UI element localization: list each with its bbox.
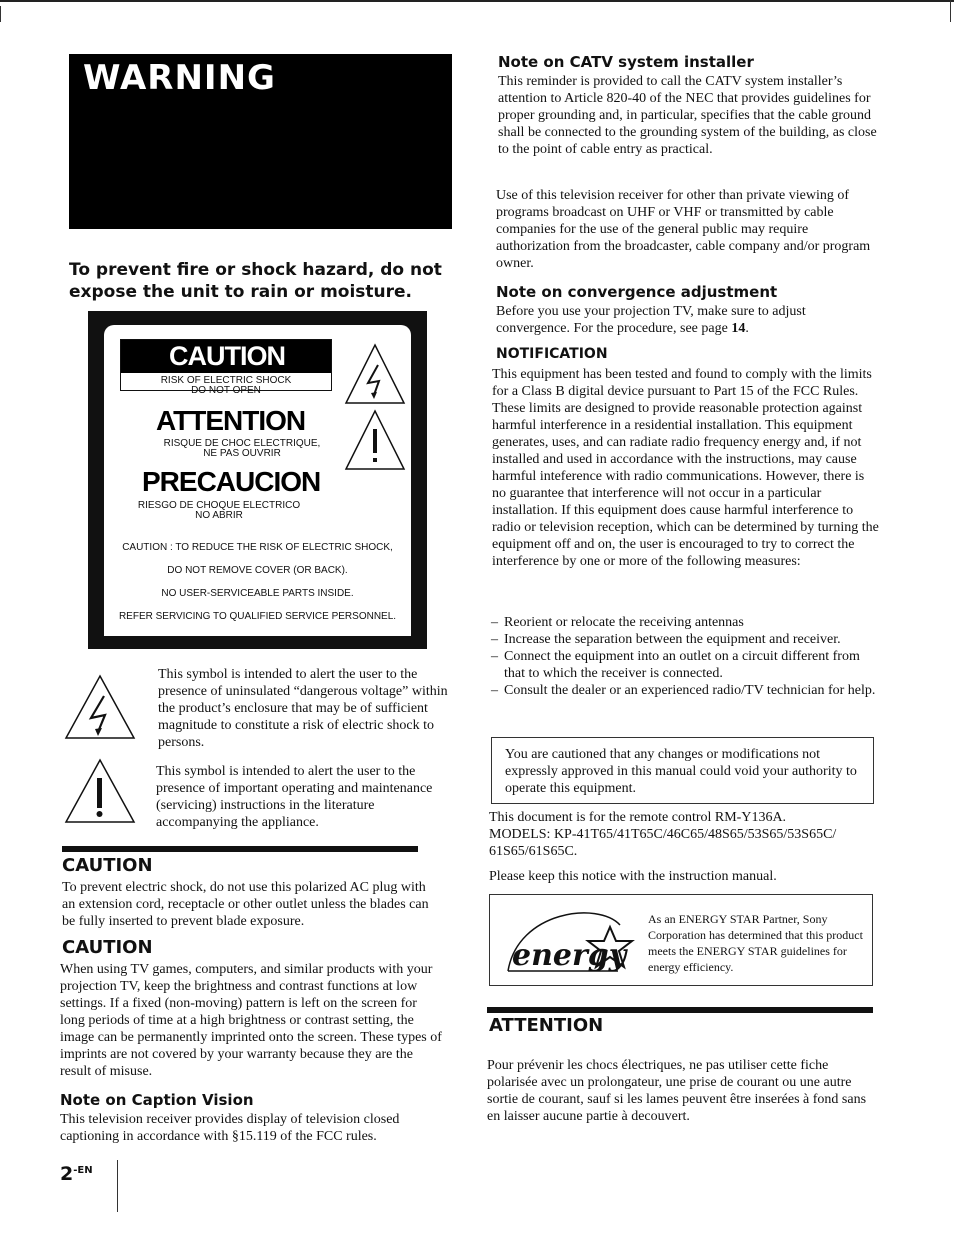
- caution2-text: When using TV games, computers, and similar products with your projection TV, keep the brightness and contrast functions at low settings. If a fixed (non-moving) pattern is left on the screen for long periods of time at a high brightness or contrast setting, the image can be permanently imprinted onto the screen. These types of imprints are not covered by your warranty because they are the result of misuse.: [60, 962, 442, 1079]
- attention-sub1: RISQUE DE CHOC ELECTRIQUE,: [163, 438, 321, 449]
- attention-fr-text: Pour prévenir les chocs électriques, ne pas utiliser cette fiche polarisée avec un prolongateur, une prise de courant ou une autre sortie de courant, sauf si les lames peuvent être inserées à fond sans en laisser aucune partie à decouvert.: [487, 1058, 867, 1124]
- attention-sub2: NE PAS OUVRIR: [203, 448, 281, 459]
- convergence-text-end: .: [745, 321, 749, 336]
- energy-star-text: As an ENERGY STAR Partner, Sony Corporation has determined that this product meets the ENERGY STAR guidelines for energy efficiency.: [648, 912, 863, 974]
- page-number-suffix: -EN: [73, 1165, 93, 1176]
- list-item: – Connect the equipment into an outlet on a circuit different from that to which the receiver is connected.: [491, 648, 876, 682]
- margin-mark: [0, 6, 1, 22]
- exclamation-triangle-icon: [344, 409, 406, 471]
- caution-label-word: CAUTION: [169, 341, 285, 371]
- exclamation-symbol-icon: [64, 758, 136, 824]
- caption-vision-text: This television receiver provides display of television closed captioning in accordance with §15.119 of the FCC rules.: [60, 1112, 400, 1144]
- list-item: – Consult the dealer or an experienced radio/TV technician for help.: [491, 682, 876, 699]
- notification-heading: NOTIFICATION: [496, 346, 608, 362]
- precaucion-sub1: RIESGO DE CHOQUE ELECTRICO: [137, 500, 301, 511]
- caption-vision-heading: Note on Caption Vision: [60, 1091, 254, 1109]
- remote-control-text: This document is for the remote control RM-Y136A.: [489, 810, 787, 825]
- caution-instruction-4: REFER SERVICING TO QUALIFIED SERVICE PERSONNEL.: [118, 611, 397, 622]
- precaucion-label-word: PRECAUCION: [142, 466, 321, 497]
- page-number-rule: [117, 1160, 118, 1212]
- exclamation-symbol-text: This symbol is intended to alert the user to the presence of important operating and maintenance (servicing) instructions in the literature accompanying the appliance.: [156, 764, 433, 830]
- notification-text: This equipment has been tested and found to comply with the limits for a Class B digital device pursuant to Part 15 of the FCC Rules. These limits are designed to provide reasonable protection against harmful interference in a residential installation. This equipment generates, uses, and can radiate radio frequency energy and, if not installed and used in accordance with the instructions, may cause harmful inteference with radio communications. However, there is no guarantee that interference will not occur in a particular installation. If this equipment does cause harmful interference to radio or television reception, which can be determined by turning the equipment off and on, the user is encouraged to try to correct the interference by one or more of the following measures:: [492, 367, 879, 569]
- section-rule-attention: [487, 1007, 873, 1013]
- warning-title: WARNING: [83, 58, 276, 98]
- modifications-notice-box: [491, 737, 874, 804]
- lightning-triangle-icon: [344, 343, 406, 405]
- caution-instructions-panel: [104, 528, 411, 636]
- prevent-warning-text: To prevent fire or shock hazard, do not expose the unit to rain or moisture.: [69, 260, 442, 302]
- energy-logo-text: energy: [512, 938, 627, 973]
- attention-label-word: ATTENTION: [156, 405, 306, 436]
- section-rule: [62, 846, 418, 852]
- modifications-notice-text: You are cautioned that any changes or modifications not expressly approved in this manual could void your authority to operate this equipment.: [505, 747, 857, 796]
- energy-star-logo-icon: [498, 901, 638, 981]
- caution-header-bar: [121, 340, 331, 373]
- keep-notice-text: Please keep this notice with the instruction manual.: [489, 869, 777, 884]
- catv-heading: Note on CATV system installer: [498, 53, 754, 71]
- lightning-symbol-text: This symbol is intended to alert the user to the presence of uninsulated “dangerous voltage” within the product’s enclosure that may be of sufficient magnitude to constitute a risk of electric shock to persons.: [158, 667, 448, 750]
- catv-text-2: Use of this television receiver for other than private viewing of programs broadcast on UHF or VHF or transmitted by cable companies for the use of the general public may require authorization from the broadcaster, cable company and/or program owner.: [496, 188, 871, 271]
- caution1-text: To prevent electric shock, do not use this polarized AC plug with an extension cord, receptacle or other outlet unless the blades can be fully inserted to prevent blade exposure.: [62, 880, 429, 929]
- caution2-heading: CAUTION: [62, 937, 153, 958]
- lightning-symbol-icon: [64, 674, 136, 740]
- top-rule: [0, 0, 954, 2]
- energy-star-box: [489, 894, 873, 986]
- caution-instruction-2: DO NOT REMOVE COVER (OR BACK).: [167, 565, 348, 576]
- page-number: [60, 1163, 93, 1185]
- convergence-page-ref: 14: [731, 321, 746, 336]
- caution-header-box: [120, 339, 332, 396]
- page-number-value: 2: [60, 1163, 74, 1185]
- list-item: – Reorient or relocate the receiving antennas: [491, 614, 876, 631]
- warning-banner: [69, 54, 452, 229]
- caution-label: [88, 311, 427, 649]
- caution-sub2: DO NOT OPEN: [191, 385, 261, 396]
- caution-sub1: RISK OF ELECTRIC SHOCK: [160, 375, 292, 386]
- caution1-heading: CAUTION: [62, 855, 153, 876]
- list-item: – Increase the separation between the equipment and receiver.: [491, 631, 876, 648]
- catv-text-1: This reminder is provided to call the CATV system installer’s attention to Article 820-40 of the NEC that provides guidelines for proper grounding and, in particular, specifies that the cable ground shall be connected to the grounding system of the building, as close to the point of cable entry as practical.: [498, 74, 877, 157]
- margin-mark-right: [950, 0, 951, 22]
- convergence-text: [496, 303, 876, 337]
- attention-fr-heading: ATTENTION: [489, 1015, 604, 1036]
- measures-list: [491, 614, 876, 699]
- precaucion-sub2: NO ABRIR: [195, 510, 243, 521]
- models-text: MODELS: KP-41T65/41T65C/46C65/48S65/53S65/53S65C/ 61S65/61S65C.: [489, 827, 837, 859]
- convergence-text-body: Before you use your projection TV, make sure to adjust convergence. For the procedure, see page: [496, 304, 806, 336]
- caution-label-panel: [104, 325, 411, 528]
- caution-instruction-1: CAUTION : TO REDUCE THE RISK OF ELECTRIC SHOCK,: [122, 542, 393, 553]
- convergence-heading: Note on convergence adjustment: [496, 283, 778, 301]
- caution-instruction-3: NO USER-SERVICEABLE PARTS INSIDE.: [161, 588, 354, 599]
